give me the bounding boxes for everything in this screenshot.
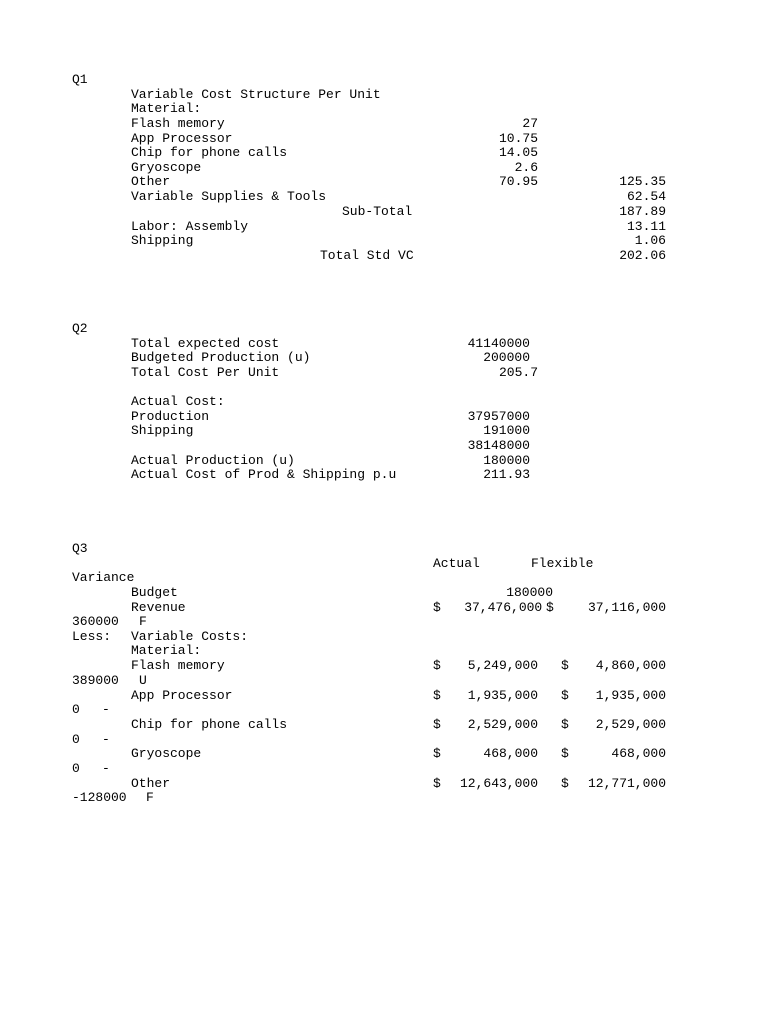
q2-actual-row-value: 211.93: [483, 467, 530, 482]
q2-row-value: 41140000: [467, 336, 530, 351]
q2-row-label: Total Cost Per Unit: [131, 365, 280, 380]
q1-labor-total: 13.11: [626, 219, 666, 234]
q2-actual-row-value: 180000: [483, 453, 530, 468]
q2-row-value: 200000: [483, 350, 530, 365]
q3-row-label: Flash memory: [131, 658, 225, 673]
q1-supplies-label: Variable Supplies & Tools: [131, 189, 327, 204]
q1-labor-label: Labor: Assembly: [131, 219, 249, 234]
q3-row-flexible: 2,529,000: [595, 717, 666, 732]
q2-heading: Q2: [72, 321, 88, 336]
q3-revenue-variance: 360000: [72, 614, 119, 629]
q2-actual-row-label: Actual Cost of Prod & Shipping p.u: [131, 467, 397, 482]
q3-row-actual-sign: $: [433, 746, 441, 761]
q3-row-actual-sign: $: [433, 688, 441, 703]
q1-material-label: Material:: [131, 101, 202, 116]
q1-subtotal-label: Sub-Total: [342, 204, 413, 219]
q3-row-flag: -: [102, 702, 110, 717]
q2-actual-row-value: 191000: [483, 423, 530, 438]
q3-material-label: Material:: [131, 643, 202, 658]
q3-row-flexible: 1,935,000: [595, 688, 666, 703]
q3-row-actual: 1,935,000: [467, 688, 538, 703]
q1-item-value: 27: [522, 116, 538, 131]
q3-row-label: App Processor: [131, 688, 233, 703]
q3-col-actual: Actual: [433, 556, 480, 571]
q3-col-variance: Variance: [72, 570, 135, 585]
q3-row-actual: 12,643,000: [459, 776, 538, 791]
q1-item-value: 14.05: [498, 145, 538, 160]
q2-row-label: Total expected cost: [131, 336, 280, 351]
q3-row-flexible: 4,860,000: [595, 658, 666, 673]
q1-item-label: Chip for phone calls: [131, 145, 288, 160]
q1-item-label: App Processor: [131, 131, 233, 146]
q3-row-flexible-sign: $: [561, 688, 569, 703]
q3-row-label: Chip for phone calls: [131, 717, 288, 732]
q3-row-actual-sign: $: [433, 776, 441, 791]
q3-variable-costs-label: Variable Costs:: [131, 629, 249, 644]
q3-row-actual-sign: $: [433, 658, 441, 673]
q3-heading: Q3: [72, 541, 88, 556]
q2-actual-row-label: Production: [131, 409, 210, 424]
q3-budget-label: Budget: [131, 585, 178, 600]
q1-item-label: Gryoscope: [131, 160, 202, 175]
q1-item-value: 2.6: [514, 160, 538, 175]
q3-row-actual: 468,000: [483, 746, 538, 761]
q2-actual-row-label: Shipping: [131, 423, 194, 438]
q3-revenue-actual: $ 37,476,000: [433, 600, 543, 615]
q1-shipping-total: 1.06: [634, 233, 666, 248]
q3-revenue-label: Revenue: [131, 600, 186, 615]
q3-col-flexible: Flexible: [531, 556, 594, 571]
q2-actual-total-value: 38148000: [467, 438, 530, 453]
q3-row-label: Gryoscope: [131, 746, 202, 761]
q2-row-value: 205.7: [498, 365, 538, 380]
q1-supplies-total: 62.54: [626, 189, 666, 204]
q3-row-label: Other: [131, 776, 171, 791]
q1-item-label: Other: [131, 174, 171, 189]
q1-total-std-vc-total: 202.06: [619, 248, 666, 263]
q1-item-value: 10.75: [498, 131, 538, 146]
q2-actual-cost-label: Actual Cost:: [131, 394, 225, 409]
q1-total-std-vc-label: Total Std VC: [320, 248, 414, 263]
q3-row-flag: -: [102, 761, 110, 776]
q3-row-actual: 5,249,000: [467, 658, 538, 673]
q3-row-flag: U: [139, 673, 147, 688]
q3-row-variance: -128000: [72, 790, 127, 805]
q2-actual-row-value: 37957000: [467, 409, 530, 424]
q3-row-flexible-sign: $: [561, 746, 569, 761]
q3-row-variance: 0: [72, 702, 80, 717]
q3-budget-value: 180000: [506, 585, 553, 600]
q3-row-flag: F: [146, 790, 154, 805]
q3-row-flexible-sign: $: [561, 776, 569, 791]
q1-shipping-label: Shipping: [131, 233, 194, 248]
q3-row-flexible: 468,000: [611, 746, 666, 761]
q3-row-flag: -: [102, 732, 110, 747]
q1-material-total: 125.35: [619, 174, 666, 189]
q1-heading: Q1: [72, 72, 88, 87]
q1-subtotal-total: 187.89: [619, 204, 666, 219]
q1-item-label: Flash memory: [131, 116, 225, 131]
q3-row-variance: 0: [72, 761, 80, 776]
q3-less-label: Less:: [72, 629, 112, 644]
q3-row-flexible-sign: $: [561, 658, 569, 673]
q3-row-flexible-sign: $: [561, 717, 569, 732]
q1-item-value: 70.95: [498, 174, 538, 189]
q3-row-actual-sign: $: [433, 717, 441, 732]
q3-revenue-flexible: 37,116,000: [587, 600, 666, 615]
q2-row-label: Budgeted Production (u): [131, 350, 311, 365]
q3-row-actual: 2,529,000: [467, 717, 538, 732]
q3-revenue-flag: F: [139, 614, 147, 629]
q3-revenue-flex-sign: $: [546, 600, 554, 615]
q2-actual-row-label: Actual Production (u): [131, 453, 295, 468]
q1-title: Variable Cost Structure Per Unit: [131, 87, 381, 102]
q3-row-variance: 389000: [72, 673, 119, 688]
q3-row-flexible: 12,771,000: [587, 776, 666, 791]
q3-row-variance: 0: [72, 732, 80, 747]
